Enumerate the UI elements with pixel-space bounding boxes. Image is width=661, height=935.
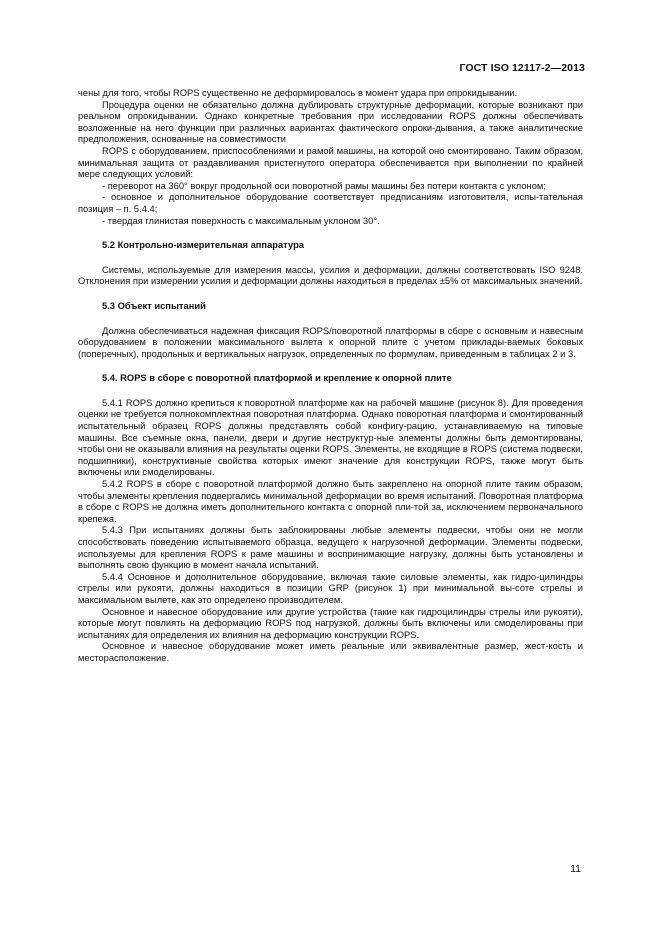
paragraph: 5.4.1 ROPS должно крепиться к поворотной платформе как на рабочей машине (рисунок 8). Для проведения оценки не требуется полнокомплектная поворотная платформа. Однако поворотная платформа и смонтированный испытательный образец ROPS должны представлять собой конфигу-рацию, устанавливаемую на типовые машины. Все съемные окна, панели, двери и другие неструктур-ные элементы должны быть демонтированы, чтобы они не оказывали влияния на результаты оценки ROPS. Элементы, не входящие в ROPS (система подвески, подшипники), конструктивные свойства которых имеют значение для конструкции ROPS, также могут быть включены или смоделированы. [78, 397, 583, 478]
standard-header: ГОСТ ISO 12117-2—2013 [459, 62, 585, 74]
paragraph: 5.4.2 ROPS в сборе с поворотной платформой должно быть закреплено на опорной плите таким образом, чтобы элементы крепления подвергались минимальной деформации во время испытаний. Поворотная платформа в сборе с ROPS не должна иметь дополнительного контакта с опорной пли-той за, исключением первоначального крепежа. [78, 479, 583, 524]
paragraph: Системы, используемые для измерения массы, усилия и деформации, должны соответствовать ISO 9248. Отклонения при измерении усилия и деформации должны находиться в пределах ±5% от максимальных значений. [78, 264, 583, 287]
section-heading-5-4: 5.4. ROPS в сборе с поворотной платформой и крепление к опорной плите [102, 373, 452, 384]
document-body [78, 88, 583, 665]
paragraph: 5.4.4 Основное и дополнительное оборудование, включая такие силовые элементы, как гидро-цилиндры стрелы или рукояти, должны находиться в позиции GRP (рисунок 1) при минимальной вы-соте стрелы и максимальном вылете, как это определено производителем. [78, 571, 583, 605]
paragraph: 5.4.3 При испытаниях должны быть заблокированы любые элементы подвески, чтобы они не могли способствовать поведению испытываемого образца, ведущего к нагрузочной деформации. Элементы подвески, используемы для крепления ROPS к раме машины и воспринимающие нагрузку, должны быть установлены и выполнять свою функцию в момент начала испытаний. [78, 525, 583, 571]
paragraph: Должна обеспечиваться надежная фиксация ROPS/поворотной платформы в сборе с основным и навесным оборудованием в положении максимального вылета к опорной плите с учетом приклады-ваемых боковых (поперечных), продольных и вертикальных нагрузок, определенных по формулам, приведенным в таблицах 2 и 3. [78, 325, 583, 359]
paragraph: ROPS с оборудованием, приспособлениями и рамой машины, на которой оно смонтировано. Таким образом, минимальная защита от раздавливания пристегнутого оператора обеспечивается при выполнении по крайней мере следующих условий: [78, 145, 583, 180]
paragraph: чены для того, чтобы ROPS существенно не деформировалось в момент удара при опрокидывании. [78, 88, 518, 98]
paragraph: Основное и навесное оборудование может иметь реальные или эквивалентные размер, жест-кость и месторасположение. [78, 641, 583, 663]
list-item: - твердая глинистая поверхность с максимальным уклоном 30°. [102, 215, 380, 226]
section-heading-5-3: 5.3 Объект испытаний [102, 300, 206, 311]
list-item: - основное и дополнительное оборудование соответствует предписаниям изготовителя, испы-тательная позиция – п. 5.4.4; [78, 192, 583, 214]
list-item: - переворот на 360° вокруг продольной оси поворотной рамы машины без потери контакта с уклоном; [102, 180, 546, 191]
paragraph: Процедура оценки не обязательно должна дублировать структурные деформации, которые возникают при реальном опрокидывании. Однако конкретные требования при исследовании ROPS должны обеспечивать возложенные на него функции при различных вариантах фактического опроки-дывания, а также аналитические предположения, основанные на совместимости [78, 99, 583, 145]
paragraph: Основное и навесное оборудование или другие устройства (такие как гидроцилиндры стрелы или рукояти), которые могут повлиять на деформацию ROPS под нагрузкой, должны быть включены или смоделированы при испытаниях для определения их влияния на деформацию конструкции ROPS. [78, 606, 583, 640]
section-heading-5-2: 5.2 Контрольно-измерительная аппаратура [102, 240, 304, 251]
page-number: 11 [570, 863, 581, 875]
